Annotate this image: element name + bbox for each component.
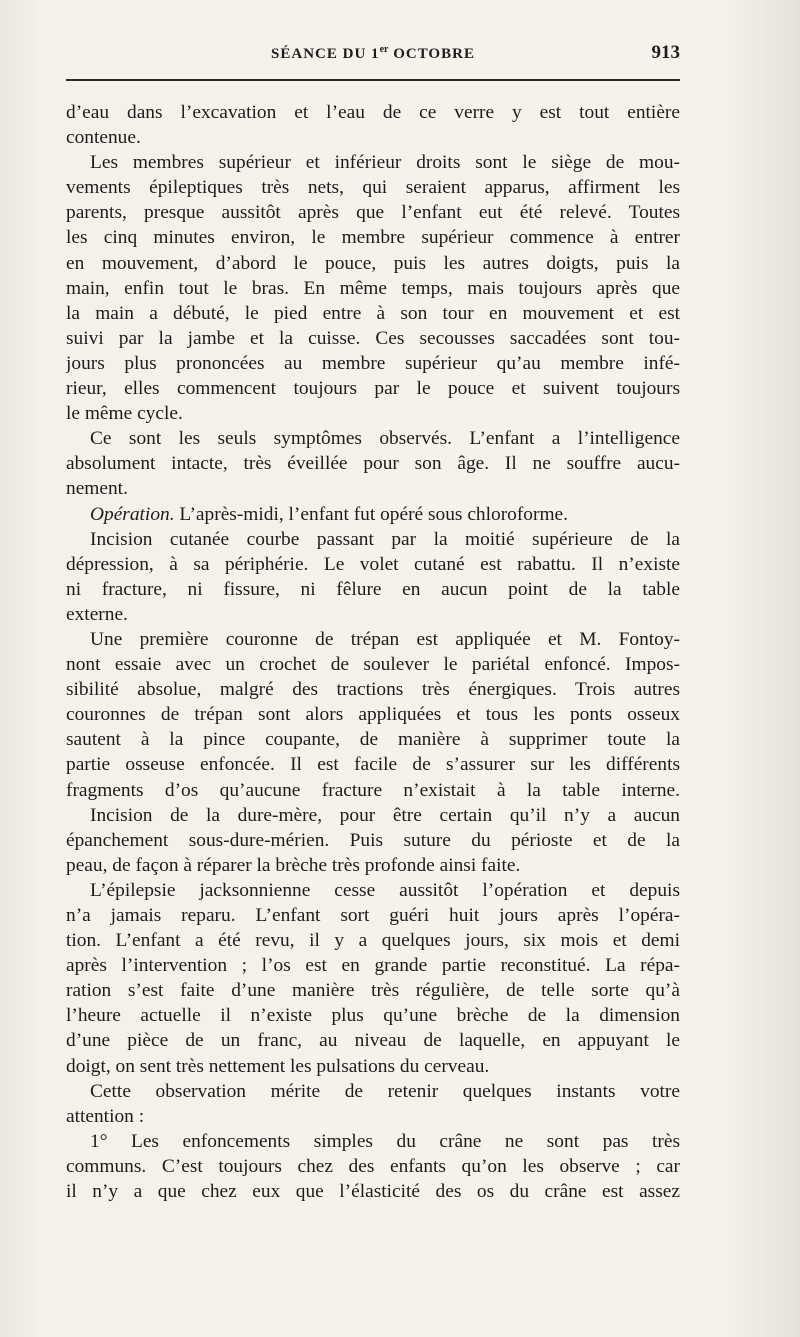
text-line: d’une pièce de un franc, au niveau de laquelle, en appuyant le — [66, 1030, 680, 1052]
header-rule — [66, 79, 680, 81]
running-title-superscript: er — [379, 44, 389, 55]
italic-heading: Opération. — [90, 503, 175, 525]
text-line: main, enfin tout le bras. En même temps, mais toujours après que — [66, 277, 680, 299]
text-line: Incision cutanée courbe passant par la moitié supérieure de la — [90, 528, 680, 550]
text-line: la main a débuté, le pied entre à son tour en mouvement et est — [66, 302, 680, 324]
text-line: dépression, à sa périphérie. Le volet cutané est rabattu. Il n’existe — [66, 553, 680, 575]
text-line: doigt, on sent très nettement les pulsations du cerveau. — [66, 1055, 490, 1077]
text-line: suivi par la jambe et la cuisse. Ces secousses saccadées sont tou- — [66, 327, 680, 349]
text-line: rieur, elles commencent toujours par le pouce et suivent toujours — [66, 378, 680, 400]
text-line: externe. — [66, 603, 128, 625]
text-line: Les membres supérieur et inférieur droits sont le siège de mou- — [90, 152, 680, 174]
text-line: tion. L’enfant a été revu, il y a quelques jours, six mois et demi — [66, 930, 680, 952]
running-title — [66, 44, 680, 63]
operation-text: L’après-midi, l’enfant fut opéré sous chloroforme. — [174, 503, 568, 525]
text-line: n’a jamais reparu. L’enfant sort guéri huit jours après l’opéra- — [66, 905, 680, 926]
text-line: attention : — [66, 1105, 145, 1127]
text-line: couronnes de trépan sont alors appliquées et tous les ponts osseux — [66, 704, 680, 726]
text-line: ration s’est faite d’une manière très régulière, de telle sorte qu’à — [66, 980, 680, 1002]
text-line: L’épilepsie jacksonnienne cesse aussitôt l’opération et depuis — [90, 879, 680, 901]
text-line: partie osseuse enfoncée. Il est facile de s’assurer sur les différents — [66, 754, 680, 776]
text-line: en mouvement, d’abord le pouce, puis les autres doigts, puis la — [66, 252, 680, 274]
text-line: nement. — [66, 478, 128, 500]
text-line: 1° Les enfoncements simples du crâne ne sont pas très — [90, 1130, 680, 1152]
text-line: sautent à la pince coupante, de manière à supprimer toute la — [66, 729, 680, 751]
text-line: ni fracture, ni fissure, ni fêlure en aucun point de la table — [66, 578, 680, 600]
text-line: vements épileptiques très nets, qui seraient apparus, affirment les — [66, 177, 680, 199]
text-line: le même cycle. — [66, 403, 183, 425]
text-line: Une première couronne de trépan est appliquée et M. Fontoy- — [90, 628, 680, 650]
text-line: parents, presque aussitôt après que l’enfant eut été relevé. Toutes — [66, 202, 680, 224]
text-line: il n’y a que chez eux que l’élasticité des os du crâne est assez — [66, 1181, 680, 1203]
page-number: 913 — [651, 42, 680, 63]
running-title-text: SÉANCE DU 1 — [271, 46, 380, 62]
text-line: sibilité absolue, malgré des tractions très énergiques. Trois autres — [66, 679, 680, 701]
text-line — [66, 502, 680, 527]
text-line: Incision de la dure-mère, pour être certain qu’il n’y a aucun — [90, 804, 680, 826]
text-line: d’eau dans l’excavation et l’eau de ce verre y est tout entière — [66, 102, 680, 123]
text-line: peau, de façon à réparer la brèche très profonde ainsi faite. — [66, 854, 521, 876]
text-line: communs. C’est toujours chez des enfants qu’on les observe ; car — [66, 1155, 680, 1177]
page-header — [66, 36, 680, 72]
text-line: après l’intervention ; l’os est en grande partie reconstitué. La répa- — [66, 955, 680, 977]
text-line: contenue. — [66, 127, 141, 149]
text-line: absolument intacte, très éveillée pour son âge. Il ne souffre aucu- — [66, 453, 680, 475]
text-line: Cette observation mérite de retenir quelques instants votre — [90, 1080, 680, 1102]
text-line: épanchement sous-dure-mérien. Puis suture du périoste et de la — [66, 829, 680, 851]
text-line: les cinq minutes environ, le membre supérieur commence à entrer — [66, 227, 680, 249]
text-line: jours plus prononcées au membre supérieur qu’au membre infé- — [66, 352, 680, 374]
text-line: Ce sont les seuls symptômes observés. L’enfant a l’intelligence — [90, 428, 680, 450]
body-text — [66, 100, 680, 1204]
text-line: nont essaie avec un crochet de soulever le pariétal enfoncé. Impos- — [66, 654, 680, 676]
text-line: l’heure actuelle il n’existe plus qu’une brèche de la dimension — [66, 1005, 680, 1027]
text-line: fragments d’os qu’aucune fracture n’existait à la table interne. — [66, 779, 680, 801]
running-title-month: OCTOBRE — [388, 46, 475, 62]
